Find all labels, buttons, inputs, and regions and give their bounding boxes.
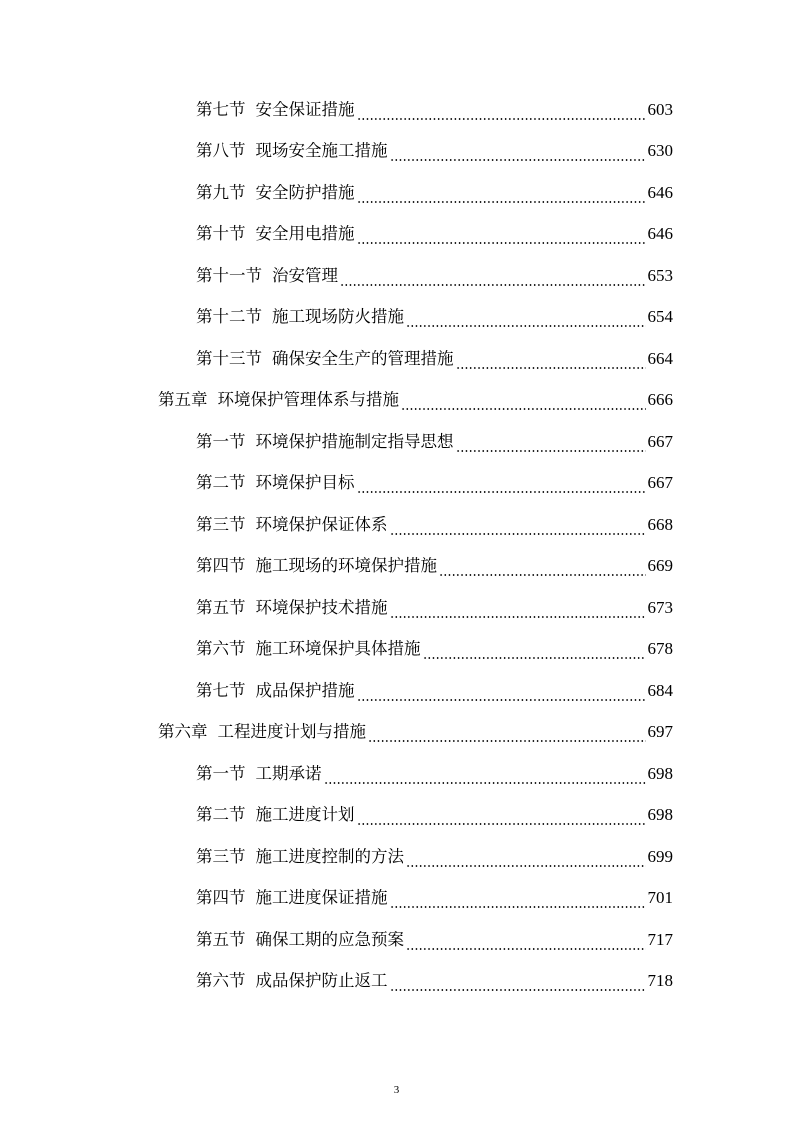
entry-title: 确保工期的应急预案 bbox=[255, 929, 404, 949]
table-of-contents bbox=[0, 89, 793, 1002]
entry-title: 环境保护保证体系 bbox=[255, 514, 388, 534]
dot-leader bbox=[456, 450, 646, 452]
entry-page-number: 717 bbox=[647, 929, 673, 949]
entry-title: 安全用电措施 bbox=[255, 224, 355, 244]
entry-label: 第六节 bbox=[196, 639, 246, 659]
entry-title: 安全防护措施 bbox=[255, 182, 355, 202]
toc-chapter-entry[interactable] bbox=[0, 712, 793, 754]
toc-section-entry[interactable] bbox=[0, 504, 793, 546]
entry-label: 第二节 bbox=[196, 805, 246, 825]
toc-section-entry[interactable] bbox=[0, 297, 793, 339]
toc-section-entry[interactable] bbox=[0, 836, 793, 878]
entry-page-number: 654 bbox=[647, 307, 673, 327]
toc-section-entry[interactable] bbox=[0, 919, 793, 961]
toc-chapter-entry[interactable] bbox=[0, 380, 793, 422]
toc-section-entry[interactable] bbox=[0, 961, 793, 1003]
entry-page-number: 667 bbox=[647, 431, 673, 451]
entry-title: 施工进度计划 bbox=[255, 805, 355, 825]
entry-title: 环境保护管理体系与措施 bbox=[217, 390, 399, 410]
entry-label: 第一节 bbox=[196, 763, 246, 783]
dot-leader bbox=[423, 657, 646, 659]
dot-leader bbox=[357, 201, 646, 203]
dot-leader bbox=[357, 242, 646, 244]
toc-section-entry[interactable] bbox=[0, 421, 793, 463]
dot-leader bbox=[390, 533, 646, 535]
entry-page-number: 669 bbox=[647, 556, 673, 576]
toc-section-entry[interactable] bbox=[0, 338, 793, 380]
dot-leader bbox=[390, 989, 646, 991]
toc-section-entry[interactable] bbox=[0, 463, 793, 505]
toc-section-entry[interactable] bbox=[0, 670, 793, 712]
entry-title: 现场安全施工措施 bbox=[255, 141, 388, 161]
entry-label: 第七节 bbox=[196, 99, 246, 119]
entry-page-number: 664 bbox=[647, 348, 673, 368]
entry-page-number: 718 bbox=[647, 971, 673, 991]
toc-section-entry[interactable] bbox=[0, 255, 793, 297]
dot-leader bbox=[390, 616, 646, 618]
dot-leader bbox=[340, 284, 646, 286]
toc-section-entry[interactable] bbox=[0, 89, 793, 131]
entry-label: 第四节 bbox=[196, 556, 246, 576]
entry-page-number: 653 bbox=[647, 265, 673, 285]
entry-page-number: 699 bbox=[647, 846, 673, 866]
entry-title: 安全保证措施 bbox=[255, 99, 355, 119]
entry-label: 第九节 bbox=[196, 182, 246, 202]
dot-leader bbox=[390, 906, 646, 908]
entry-title: 环境保护技术措施 bbox=[255, 597, 388, 617]
dot-leader bbox=[456, 367, 646, 369]
entry-page-number: 684 bbox=[647, 680, 673, 700]
dot-leader bbox=[324, 782, 646, 784]
dot-leader bbox=[357, 118, 646, 120]
entry-label: 第十二节 bbox=[196, 307, 262, 327]
entry-title: 环境保护目标 bbox=[255, 473, 355, 493]
entry-title: 施工进度控制的方法 bbox=[255, 846, 404, 866]
entry-label: 第六节 bbox=[196, 971, 246, 991]
toc-section-entry[interactable] bbox=[0, 214, 793, 256]
entry-label: 第三节 bbox=[196, 514, 246, 534]
dot-leader bbox=[406, 325, 646, 327]
entry-page-number: 646 bbox=[647, 182, 673, 202]
toc-section-entry[interactable] bbox=[0, 131, 793, 173]
entry-page-number: 698 bbox=[647, 805, 673, 825]
entry-page-number: 667 bbox=[647, 473, 673, 493]
entry-label: 第八节 bbox=[196, 141, 246, 161]
entry-label: 第五节 bbox=[196, 597, 246, 617]
dot-leader bbox=[390, 159, 646, 161]
toc-section-entry[interactable] bbox=[0, 878, 793, 920]
dot-leader bbox=[368, 740, 646, 742]
entry-label: 第五节 bbox=[196, 929, 246, 949]
entry-title: 成品保护措施 bbox=[255, 680, 355, 700]
dot-leader bbox=[357, 491, 646, 493]
dot-leader bbox=[406, 865, 646, 867]
entry-title: 施工现场防火措施 bbox=[272, 307, 404, 327]
entry-title: 工程进度计划与措施 bbox=[217, 722, 366, 742]
entry-page-number: 603 bbox=[647, 99, 673, 119]
toc-section-entry[interactable] bbox=[0, 795, 793, 837]
entry-page-number: 678 bbox=[647, 639, 673, 659]
entry-label: 第四节 bbox=[196, 888, 246, 908]
entry-label: 第七节 bbox=[196, 680, 246, 700]
entry-label: 第十一节 bbox=[196, 265, 262, 285]
dot-leader bbox=[357, 699, 646, 701]
toc-section-entry[interactable] bbox=[0, 172, 793, 214]
entry-page-number: 630 bbox=[647, 141, 673, 161]
entry-label: 第五章 bbox=[158, 390, 208, 410]
toc-section-entry[interactable] bbox=[0, 753, 793, 795]
entry-page-number: 697 bbox=[647, 722, 673, 742]
entry-label: 第六章 bbox=[158, 722, 208, 742]
entry-page-number: 668 bbox=[647, 514, 673, 534]
dot-leader bbox=[439, 574, 646, 576]
entry-title: 确保安全生产的管理措施 bbox=[272, 348, 454, 368]
entry-label: 第三节 bbox=[196, 846, 246, 866]
entry-title: 成品保护防止返工 bbox=[255, 971, 388, 991]
entry-title: 工期承诺 bbox=[255, 763, 322, 783]
toc-section-entry[interactable] bbox=[0, 629, 793, 671]
dot-leader bbox=[406, 948, 646, 950]
entry-title: 环境保护措施制定指导思想 bbox=[255, 431, 454, 451]
entry-title: 治安管理 bbox=[272, 265, 338, 285]
entry-label: 第一节 bbox=[196, 431, 246, 451]
toc-section-entry[interactable] bbox=[0, 587, 793, 629]
entry-title: 施工现场的环境保护措施 bbox=[255, 556, 437, 576]
entry-page-number: 673 bbox=[647, 597, 673, 617]
entry-label: 第十三节 bbox=[196, 348, 262, 368]
entry-label: 第二节 bbox=[196, 473, 246, 493]
page-number: 3 bbox=[393, 1084, 400, 1096]
entry-page-number: 701 bbox=[647, 888, 673, 908]
entry-page-number: 666 bbox=[647, 390, 673, 410]
entry-title: 施工进度保证措施 bbox=[255, 888, 388, 908]
dot-leader bbox=[357, 823, 646, 825]
entry-label: 第十节 bbox=[196, 224, 246, 244]
entry-title: 施工环境保护具体措施 bbox=[255, 639, 421, 659]
entry-page-number: 698 bbox=[647, 763, 673, 783]
dot-leader bbox=[401, 408, 646, 410]
toc-section-entry[interactable] bbox=[0, 546, 793, 588]
entry-page-number: 646 bbox=[647, 224, 673, 244]
